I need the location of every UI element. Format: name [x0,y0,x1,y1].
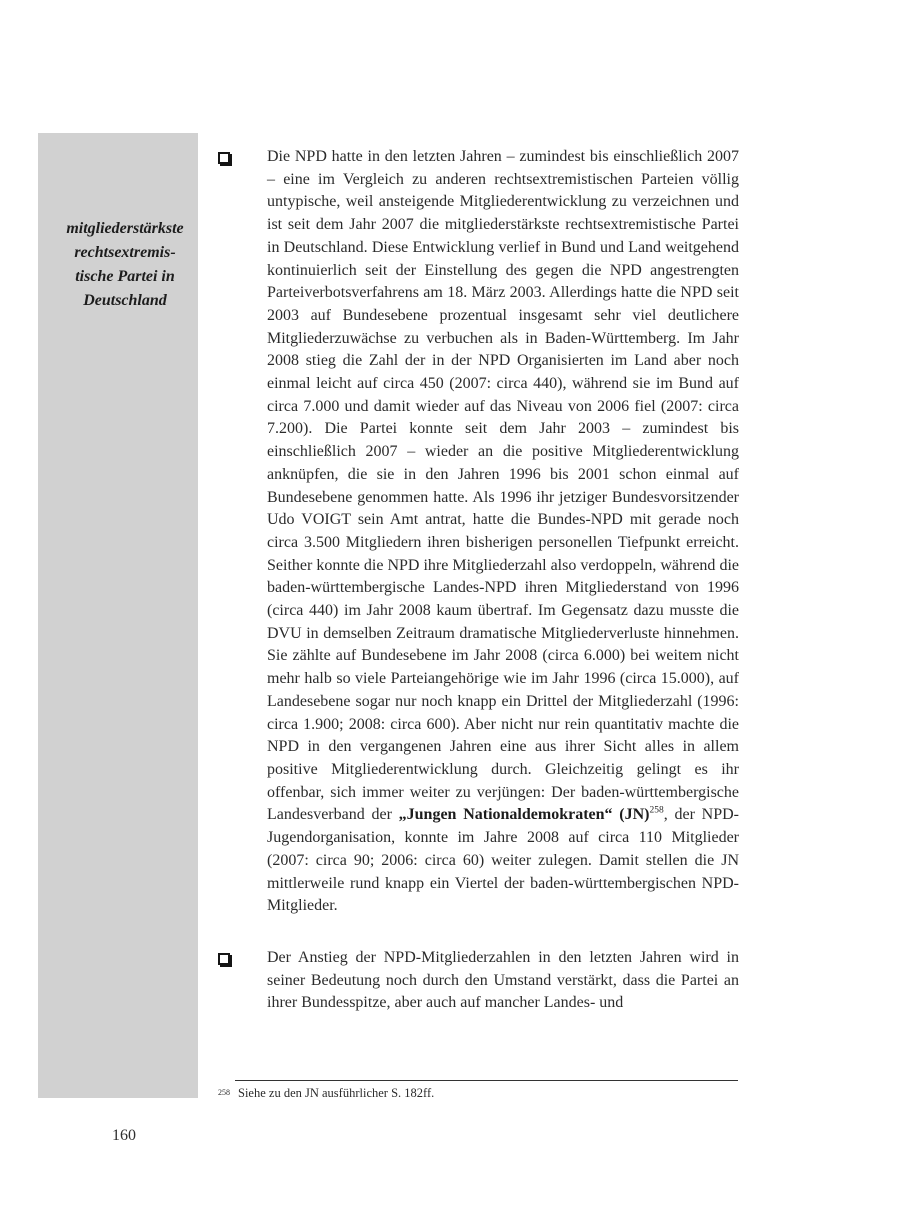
margin-note [38,133,198,313]
bold-jn-name: „Jungen Nationaldemokraten“ (JN) [398,806,650,824]
footnote [218,1085,739,1101]
footnote-area [218,1080,739,1101]
margin-note-line: rechtsextremis- [74,244,176,261]
bullet-square-icon [218,947,267,965]
paragraph-text: , der NPD-Jugendorganisation, konnte im Jahre 2008 auf circa 110 Mitglieder (2007: circa 90; 2006: circa 60) weiter zulegen. Damit stellen die JN mittlerweile rund knapp ein Viertel der baden-württembergischen NPD-Mitglieder. [267,806,739,915]
bullet-square-icon-shape [218,152,230,164]
paragraph-npd-leadership [267,947,739,1015]
margin-note-line: mitgliederstärkste [66,220,184,237]
bullet-item-1 [218,146,739,918]
margin-note-line: Deutschland [83,292,167,309]
paragraph-text: Der Anstieg der NPD-Mitgliederzahlen in den letzten Jahren wird in seiner Bedeutung noch durch den Umstand verstärkt, dass die Partei an ihrer Bundesspitze, aber auch auf mancher Landes- und [267,948,739,1012]
bullet-square-icon-shape [218,953,230,965]
footnote-text: Siehe zu den JN ausführlicher S. 182ff. [238,1086,435,1100]
margin-sidebar [38,133,198,1098]
page-number: 160 [112,1127,136,1144]
footnote-reference-258: 258 [649,806,664,817]
footnote-marker: 258 [218,1088,230,1097]
bullet-item-2 [218,947,739,1015]
paragraph-npd-membership [267,146,739,918]
margin-note-line: tische Partei in [75,268,175,285]
paragraph-text: Die NPD hatte in den letzten Jahren – zumindest bis einschließlich 2007 – eine im Vergleich zu anderen rechtsextremistischen Parteien völlig untypische, weil ansteigende Mitgliederentwicklung zu verzeichnen und ist seit dem Jahr 2007 die mitgliederstärkste rechtsextremistische Partei in Deutschland. Diese Entwicklung verlief in Bund und Land weitgehend kontinuierlich seit der Einstellung des gegen die NPD angestrengten Parteiverbotsverfahrens am 18. März 2003. Allerdings hatte die NPD seit 2003 auf Bundesebene prozentual insgesamt sehr viel deutlichere Mitgliederzuwächse zu verbuchen als in Baden-Württemberg. Im Jahr 2008 stieg die Zahl der in der NPD Organisierten im Land aber noch einmal leicht auf circa 450 (2007: circa 440), während sie im Bund auf circa 7.000 und damit wieder auf das Niveau von 2006 fiel (2007: circa 7.200). Die Partei konnte seit dem Jahr 2003 – zumindest bis einschließlich 2007 – wieder an die positive Mitgliederentwicklung anknüpfen, die sie in den Jahren 1996 bis 2001 schon einmal auf Bundesebene genommen hatte. Als 1996 ihr jetziger Bundesvorsitzender Udo VOIGT sein Amt antrat, hatte die Bundes-NPD mit gerade noch circa 3.500 Mitgliedern ihren bisherigen personellen Tiefpunkt erreicht. Seither konnte die NPD ihre Mitgliederzahl also verdoppeln, während die baden-württembergische Landes-NPD ihren Mitgliederstand von 1996 (circa 440) im Jahr 2008 kaum übertraf. Im Gegensatz dazu musste die DVU in demselben Zeitraum dramatische Mitgliederverluste hinnehmen. Sie zählte auf Bundesebene im Jahr 2008 (circa 6.000) bei weitem nicht mehr halb so viele Parteiangehörige wie im Jahr 1996 (circa 15.000), auf Landesebene sogar nur noch knapp ein Drittel der Mitgliederzahl (1996: circa 1.900; 2008: circa 600). Aber nicht nur rein quantitativ machte die NPD in den vergangenen Jahren eine aus ihrer Sicht alles in allem positive Mitgliederentwicklung durch. Gleichzeitig gelingt es ihr offenbar, sich immer weiter zu verjüngen: Der baden-württembergische Landesverband der [267,148,739,824]
footnote-divider [235,1080,738,1081]
body-text-column [218,146,739,1015]
bullet-square-icon [218,146,267,164]
